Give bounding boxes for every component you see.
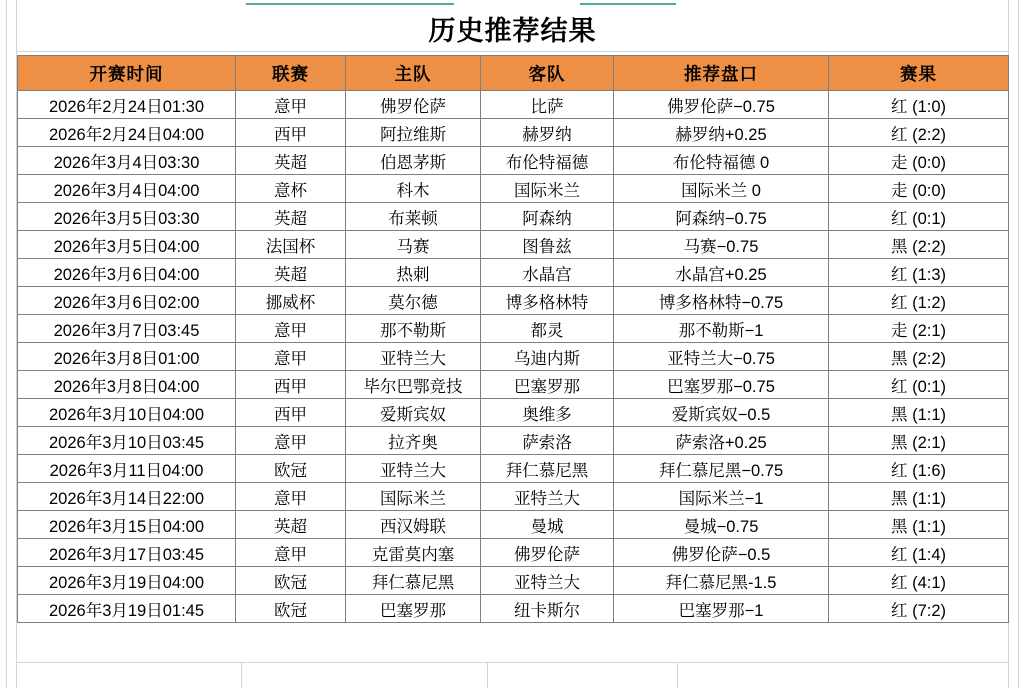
cell-kickoff-time: 2026年3月6日02:00 — [18, 287, 236, 315]
cell-home-team: 毕尔巴鄂竞技 — [346, 371, 481, 399]
history-results-table — [17, 55, 1009, 623]
cell-league: 意甲 — [236, 483, 346, 511]
cell-result — [829, 371, 1009, 399]
cell-recommendation: 博多格林特−0.75 — [614, 287, 829, 315]
table-row — [18, 287, 1009, 315]
result-badge: 红 — [890, 209, 908, 228]
result-score: (1:1) — [912, 489, 947, 508]
cell-recommendation: 赫罗纳+0.25 — [614, 119, 829, 147]
cell-recommendation: 亚特兰大−0.75 — [614, 343, 829, 371]
table-row — [18, 539, 1009, 567]
cell-kickoff-time: 2026年3月17日03:45 — [18, 539, 236, 567]
table-row — [18, 371, 1009, 399]
cell-league: 欧冠 — [236, 455, 346, 483]
result-badge: 红 — [890, 125, 908, 144]
cell-away-team: 国际米兰 — [481, 175, 614, 203]
result-score: (2:2) — [912, 237, 947, 256]
cell-result — [829, 511, 1009, 539]
table-row — [18, 399, 1009, 427]
table-row — [18, 175, 1009, 203]
cell-home-team: 爱斯宾奴 — [346, 399, 481, 427]
cell-recommendation: 萨索洛+0.25 — [614, 427, 829, 455]
cell-away-team: 拜仁慕尼黑 — [481, 455, 614, 483]
cell-result — [829, 259, 1009, 287]
result-score: (2:2) — [912, 125, 947, 144]
cell-result — [829, 119, 1009, 147]
cell-recommendation: 爱斯宾奴−0.5 — [614, 399, 829, 427]
page-title-row — [17, 6, 1008, 52]
cell-league: 意甲 — [236, 343, 346, 371]
cell-home-team: 西汉姆联 — [346, 511, 481, 539]
cell-recommendation: 拜仁慕尼黑-1.5 — [614, 567, 829, 595]
cell-away-team: 巴塞罗那 — [481, 371, 614, 399]
column-header-away-team: 客队 — [481, 56, 614, 91]
cell-kickoff-time: 2026年3月5日04:00 — [18, 231, 236, 259]
cell-home-team: 阿拉维斯 — [346, 119, 481, 147]
table-header-row — [18, 56, 1009, 91]
result-badge: 红 — [890, 377, 908, 396]
cell-result — [829, 315, 1009, 343]
result-score: (2:2) — [912, 349, 947, 368]
cell-result — [829, 483, 1009, 511]
cell-recommendation: 曼城−0.75 — [614, 511, 829, 539]
cell-league: 欧冠 — [236, 567, 346, 595]
cell-league: 欧冠 — [236, 595, 346, 623]
cell-away-team: 佛罗伦萨 — [481, 539, 614, 567]
accent-segment-right — [580, 3, 676, 5]
cell-kickoff-time: 2026年3月10日04:00 — [18, 399, 236, 427]
cell-recommendation: 水晶宫+0.25 — [614, 259, 829, 287]
cell-kickoff-time: 2026年3月5日03:30 — [18, 203, 236, 231]
cell-away-team: 比萨 — [481, 91, 614, 119]
cell-league: 法国杯 — [236, 231, 346, 259]
table-row — [18, 119, 1009, 147]
cell-kickoff-time: 2026年3月14日22:00 — [18, 483, 236, 511]
cell-home-team: 马赛 — [346, 231, 481, 259]
cell-result — [829, 343, 1009, 371]
cell-away-team: 纽卡斯尔 — [481, 595, 614, 623]
result-score: (1:6) — [912, 461, 947, 480]
result-badge: 黑 — [890, 349, 908, 368]
cell-home-team: 拉齐奥 — [346, 427, 481, 455]
cell-away-team: 博多格林特 — [481, 287, 614, 315]
result-score: (1:4) — [912, 545, 947, 564]
cell-kickoff-time: 2026年3月4日03:30 — [18, 147, 236, 175]
cell-away-team: 曼城 — [481, 511, 614, 539]
column-header-result: 赛果 — [829, 56, 1009, 91]
cell-result — [829, 567, 1009, 595]
cell-away-team: 都灵 — [481, 315, 614, 343]
result-badge: 黑 — [890, 517, 908, 536]
result-score: (2:1) — [912, 321, 947, 340]
result-score: (1:1) — [912, 517, 947, 536]
top-accent-strip — [0, 0, 1025, 5]
cell-home-team: 热刺 — [346, 259, 481, 287]
result-score: (1:0) — [912, 97, 947, 116]
accent-segment-left — [246, 3, 454, 5]
cell-league: 挪威杯 — [236, 287, 346, 315]
cell-kickoff-time: 2026年3月8日01:00 — [18, 343, 236, 371]
result-badge: 红 — [890, 545, 908, 564]
table-row — [18, 259, 1009, 287]
cell-home-team: 巴塞罗那 — [346, 595, 481, 623]
cell-recommendation: 布伦特福德 0 — [614, 147, 829, 175]
cell-result — [829, 455, 1009, 483]
cell-kickoff-time: 2026年3月7日03:45 — [18, 315, 236, 343]
cell-kickoff-time: 2026年3月8日04:00 — [18, 371, 236, 399]
result-badge: 红 — [890, 293, 908, 312]
result-badge: 红 — [890, 265, 908, 284]
column-header-league: 联赛 — [236, 56, 346, 91]
table-row — [18, 595, 1009, 623]
cell-away-team: 亚特兰大 — [481, 567, 614, 595]
cell-result — [829, 91, 1009, 119]
cell-recommendation: 佛罗伦萨−0.5 — [614, 539, 829, 567]
table-row — [18, 483, 1009, 511]
table-row — [18, 203, 1009, 231]
cell-league: 意甲 — [236, 427, 346, 455]
result-score: (1:1) — [912, 405, 947, 424]
cell-home-team: 克雷莫内塞 — [346, 539, 481, 567]
cell-recommendation: 那不勒斯−1 — [614, 315, 829, 343]
cell-league: 西甲 — [236, 119, 346, 147]
page-title: 历史推荐结果 — [428, 16, 597, 46]
cell-league: 西甲 — [236, 399, 346, 427]
cell-kickoff-time: 2026年3月19日04:00 — [18, 567, 236, 595]
cell-away-team: 图鲁兹 — [481, 231, 614, 259]
cell-kickoff-time: 2026年2月24日01:30 — [18, 91, 236, 119]
cell-recommendation: 马赛−0.75 — [614, 231, 829, 259]
cell-home-team: 拜仁慕尼黑 — [346, 567, 481, 595]
cell-league: 英超 — [236, 147, 346, 175]
cell-away-team: 乌迪内斯 — [481, 343, 614, 371]
cell-recommendation: 国际米兰 0 — [614, 175, 829, 203]
table-row — [18, 147, 1009, 175]
cell-result — [829, 231, 1009, 259]
cell-league: 意甲 — [236, 539, 346, 567]
cell-away-team: 赫罗纳 — [481, 119, 614, 147]
empty-grid-area — [17, 662, 1008, 688]
cell-recommendation: 巴塞罗那−1 — [614, 595, 829, 623]
cell-home-team: 伯恩茅斯 — [346, 147, 481, 175]
result-score: (1:3) — [912, 265, 947, 284]
table-body — [18, 91, 1009, 623]
result-badge: 黑 — [890, 405, 908, 424]
result-badge: 红 — [890, 461, 908, 480]
table-row — [18, 511, 1009, 539]
cell-recommendation: 巴塞罗那−0.75 — [614, 371, 829, 399]
table-row — [18, 231, 1009, 259]
cell-home-team: 莫尔德 — [346, 287, 481, 315]
grid-line-bottom-2 — [487, 663, 488, 688]
cell-recommendation: 阿森纳−0.75 — [614, 203, 829, 231]
cell-kickoff-time: 2026年3月4日04:00 — [18, 175, 236, 203]
cell-kickoff-time: 2026年3月19日01:45 — [18, 595, 236, 623]
table-row — [18, 343, 1009, 371]
cell-recommendation: 佛罗伦萨−0.75 — [614, 91, 829, 119]
cell-home-team: 布莱顿 — [346, 203, 481, 231]
result-badge: 红 — [890, 573, 908, 592]
cell-league: 英超 — [236, 259, 346, 287]
cell-league: 意甲 — [236, 91, 346, 119]
cell-league: 意杯 — [236, 175, 346, 203]
cell-kickoff-time: 2026年3月10日03:45 — [18, 427, 236, 455]
cell-away-team: 萨索洛 — [481, 427, 614, 455]
result-badge: 红 — [890, 97, 908, 116]
table-row — [18, 427, 1009, 455]
result-badge: 黑 — [890, 489, 908, 508]
cell-away-team: 水晶宫 — [481, 259, 614, 287]
result-badge: 红 — [890, 601, 908, 620]
grid-line-left-outer — [6, 0, 7, 688]
cell-home-team: 亚特兰大 — [346, 455, 481, 483]
result-score: (2:1) — [912, 433, 947, 452]
result-score: (0:1) — [912, 209, 947, 228]
table-row — [18, 567, 1009, 595]
table-row — [18, 91, 1009, 119]
cell-away-team: 奥维多 — [481, 399, 614, 427]
grid-line-right-outer — [1018, 0, 1019, 688]
cell-home-team: 科木 — [346, 175, 481, 203]
result-badge: 走 — [890, 153, 908, 172]
cell-league: 西甲 — [236, 371, 346, 399]
cell-result — [829, 399, 1009, 427]
cell-league: 英超 — [236, 203, 346, 231]
cell-home-team: 亚特兰大 — [346, 343, 481, 371]
cell-result — [829, 147, 1009, 175]
cell-result — [829, 287, 1009, 315]
grid-line-bottom-1 — [241, 663, 242, 688]
cell-league: 英超 — [236, 511, 346, 539]
cell-away-team: 亚特兰大 — [481, 483, 614, 511]
cell-result — [829, 203, 1009, 231]
cell-result — [829, 539, 1009, 567]
result-badge: 黑 — [890, 433, 908, 452]
result-score: (0:0) — [912, 181, 947, 200]
column-header-home-team: 主队 — [346, 56, 481, 91]
grid-line-bottom-3 — [677, 663, 678, 688]
cell-kickoff-time: 2026年3月6日04:00 — [18, 259, 236, 287]
cell-away-team: 阿森纳 — [481, 203, 614, 231]
column-header-recommendation: 推荐盘口 — [614, 56, 829, 91]
cell-recommendation: 拜仁慕尼黑−0.75 — [614, 455, 829, 483]
result-score: (4:1) — [912, 573, 947, 592]
result-score: (7:2) — [912, 601, 947, 620]
result-badge: 走 — [890, 321, 908, 340]
result-score: (0:0) — [912, 153, 947, 172]
cell-result — [829, 427, 1009, 455]
cell-away-team: 布伦特福德 — [481, 147, 614, 175]
cell-result — [829, 175, 1009, 203]
result-badge: 黑 — [890, 237, 908, 256]
cell-home-team: 佛罗伦萨 — [346, 91, 481, 119]
cell-result — [829, 595, 1009, 623]
cell-kickoff-time: 2026年3月15日04:00 — [18, 511, 236, 539]
cell-home-team: 国际米兰 — [346, 483, 481, 511]
cell-league: 意甲 — [236, 315, 346, 343]
result-score: (0:1) — [912, 377, 947, 396]
table-row — [18, 455, 1009, 483]
cell-kickoff-time: 2026年2月24日04:00 — [18, 119, 236, 147]
table-row — [18, 315, 1009, 343]
cell-recommendation: 国际米兰−1 — [614, 483, 829, 511]
cell-kickoff-time: 2026年3月11日04:00 — [18, 455, 236, 483]
cell-home-team: 那不勒斯 — [346, 315, 481, 343]
result-score: (1:2) — [912, 293, 947, 312]
result-badge: 走 — [890, 181, 908, 200]
column-header-kickoff-time: 开赛时间 — [18, 56, 236, 91]
